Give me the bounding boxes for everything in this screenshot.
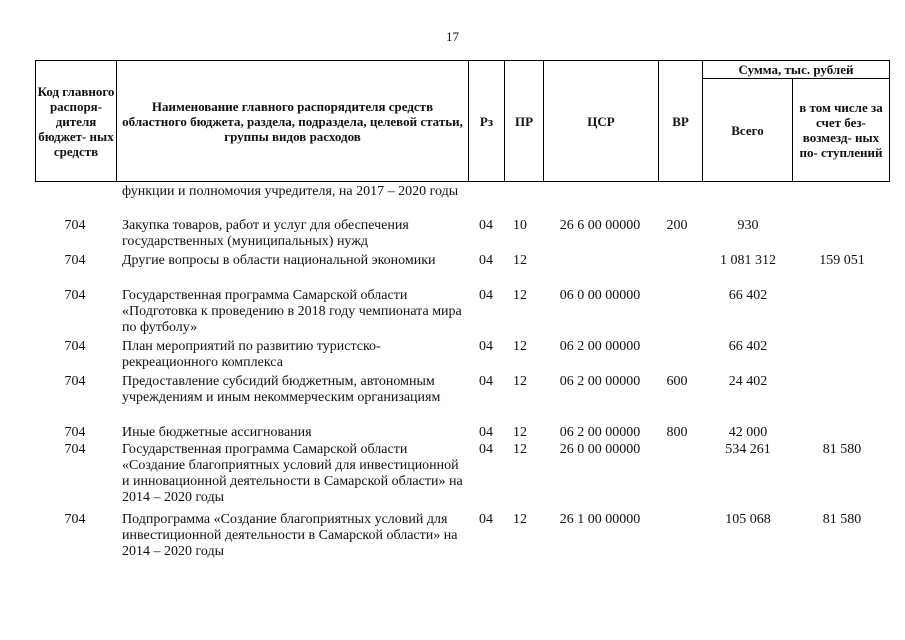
cell-name: Государственная программа Самарской области «Создание благоприятных условий для инвестиционной и инновационной деятельности в Самарской области» на 2014 – 2020 годы (122, 442, 463, 505)
cell-rz: 04 (479, 374, 493, 389)
cell-total: 66 402 (728, 288, 768, 303)
cell-csr: 26 0 00 00000 (559, 442, 641, 457)
cell-name: Иные бюджетные ассигнования (122, 425, 312, 440)
header-csr: ЦСР (587, 113, 615, 129)
cell-csr: 26 6 00 00000 (559, 218, 641, 233)
cell-rz: 04 (479, 339, 493, 354)
cell-total: 1 081 312 (720, 253, 776, 268)
cell-rz: 04 (479, 288, 493, 303)
cell-code: 704 (64, 339, 86, 354)
cell-free: 81 580 (822, 512, 862, 527)
cell-pr: 12 (513, 442, 527, 457)
cell-pr: 12 (513, 339, 527, 354)
cell-rz: 04 (479, 425, 493, 440)
cell-csr: 26 1 00 00000 (559, 512, 641, 527)
header-border-bottom (35, 181, 890, 182)
cell-name: Подпрограмма «Создание благоприятных условий для инвестиционной деятельности в Самарской области» на 2014 – 2020 годы (122, 512, 458, 559)
header-sum: Сумма, тыс. рублей (738, 62, 854, 77)
page-number: 17 (446, 29, 459, 44)
cell-csr: 06 0 00 00000 (559, 288, 641, 303)
cell-rz: 04 (479, 218, 493, 233)
header-total: Всего (731, 122, 764, 138)
cell-csr: 06 2 00 00000 (559, 374, 641, 389)
cell-total: 930 (737, 218, 759, 233)
cell-code: 704 (64, 442, 86, 457)
cell-pr: 12 (513, 425, 527, 440)
cell-vr: 600 (666, 374, 688, 389)
cell-vr: 800 (666, 425, 688, 440)
table-header (35, 60, 890, 182)
cell-total: 66 402 (728, 339, 768, 354)
cell-name: Закупка товаров, работ и услуг для обеспечения государственных (муниципальных) нужд (122, 218, 409, 249)
cell-code: 704 (64, 218, 86, 233)
cell-total: 105 068 (725, 512, 771, 527)
cell-pr: 12 (513, 253, 527, 268)
header-free: в том числе за счет без- возмезд- ных по- ступлений (799, 100, 883, 160)
cell-code: 704 (64, 425, 86, 440)
cell-csr: 06 2 00 00000 (559, 339, 641, 354)
header-rz: Рз (479, 113, 494, 129)
cell-pr: 12 (513, 374, 527, 389)
cell-pr: 12 (513, 288, 527, 303)
cell-code: 704 (64, 512, 86, 527)
cell-vr: 200 (666, 218, 688, 233)
cell-free: 159 051 (819, 253, 865, 268)
cell-name: функции и полномочия учредителя, на 2017 – 2020 годы (122, 184, 459, 199)
cell-total: 534 261 (725, 442, 771, 457)
cell-code: 704 (64, 253, 86, 268)
cell-name: Другие вопросы в области национальной экономики (122, 253, 436, 268)
header-pr: ПР (514, 113, 534, 129)
cell-total: 24 402 (728, 374, 768, 389)
cell-name: План мероприятий по развитию туристско-рекреационного комплекса (122, 339, 381, 370)
header-vr: ВР (672, 113, 689, 129)
cell-free: 81 580 (822, 442, 862, 457)
cell-code: 704 (64, 288, 86, 303)
cell-csr: 06 2 00 00000 (559, 425, 641, 440)
cell-pr: 10 (513, 218, 527, 233)
cell-total: 42 000 (728, 425, 768, 440)
cell-rz: 04 (479, 253, 493, 268)
cell-code: 704 (64, 374, 86, 389)
header-divider (116, 60, 117, 182)
cell-pr: 12 (513, 512, 527, 527)
cell-rz: 04 (479, 442, 493, 457)
header-name: Наименование главного распорядителя средств областного бюджета, раздела, подраздела, целевой статьи, группы видов расходов (122, 98, 463, 144)
cell-rz: 04 (479, 512, 493, 527)
cell-name: Предоставление субсидий бюджетным, автономным учреждениям и иным некоммерческим организациям (122, 374, 441, 405)
header-code: Код главного распоря- дителя бюджет- ных средств (37, 83, 115, 159)
cell-name: Государственная программа Самарской области «Подготовка к проведению в 2018 году чемпионата мира по футболу» (122, 288, 462, 335)
